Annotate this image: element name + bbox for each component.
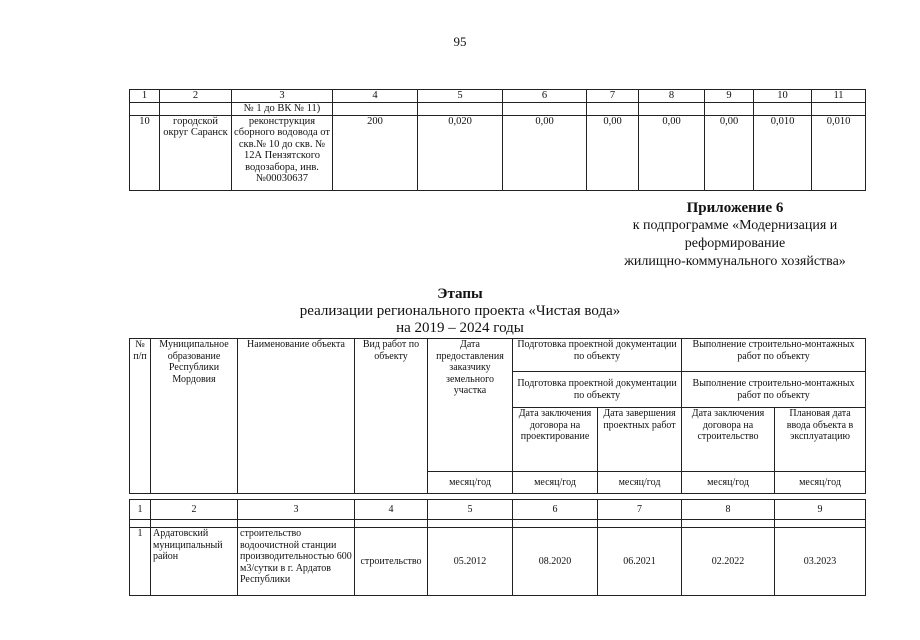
column-number: 8 [639,90,705,103]
value-cell: 0,020 [418,115,503,190]
appendix-block [600,199,870,271]
document-title [0,286,920,337]
header-num: № п/п [130,339,151,494]
build-contract-cell: 02.2022 [682,528,775,596]
title-line: Этапы [437,286,483,302]
column-number: 2 [151,500,238,520]
column-number: 11 [812,90,866,103]
row-number: 1 [130,528,151,596]
header-design-end: Дата завершения проектных работ [598,408,682,472]
header-design: Подготовка проектной документации по объекту [513,372,682,408]
unit-label: месяц/год [428,472,513,494]
header-design-contract: Дата заключения договора на проектирование [513,408,598,472]
column-number: 1 [130,90,160,103]
table-row [130,102,866,115]
design-end-cell: 06.2021 [598,528,682,596]
header-land-date: Дата предоставления заказчику земельного участка [428,339,513,472]
column-number: 9 [775,500,866,520]
column-number: 6 [503,90,587,103]
value-cell: 0,010 [812,115,866,190]
value-cell: 0,00 [639,115,705,190]
object-cell: реконструкция сборного водовода от скв.№ 10 до скв. № 12А Пензятского водозабора, инв. №00030637 [232,115,333,190]
value-cell: 0,00 [503,115,587,190]
value-cell: 0,010 [754,115,812,190]
work-type-cell: строительство [355,528,428,596]
table-header-row [130,90,866,103]
column-number: 10 [754,90,812,103]
column-number: 1 [130,500,151,520]
column-number: 9 [705,90,754,103]
row-number: 10 [130,115,160,190]
header-construction: Выполнение строительно-монтажных работ по объекту [682,339,866,372]
appendix-line: к подпрограмме «Модернизация и [632,218,838,233]
header-work-type: Вид работ по объекту [355,339,428,494]
continuation-table [129,89,866,191]
column-number: 4 [333,90,418,103]
unit-label: месяц/год [682,472,775,494]
commission-cell: 03.2023 [775,528,866,596]
column-number: 3 [232,90,333,103]
column-number: 5 [418,90,503,103]
value-cell: 200 [333,115,418,190]
column-number: 7 [598,500,682,520]
column-number: 6 [513,500,598,520]
unit-label: месяц/год [513,472,598,494]
appendix-line: жилищно-коммунального хозяйства» [624,254,846,269]
unit-label: месяц/год [598,472,682,494]
column-number: 2 [160,90,232,103]
title-line: реализации регионального проекта «Чистая вода» [299,303,621,319]
municipality-cell: Ардатовский муниципальный район [151,528,238,596]
index-row [130,500,866,520]
header-build-contract: Дата заключения договора на строительство [682,408,775,472]
unit-label: месяц/год [775,472,866,494]
design-contract-cell: 08.2020 [513,528,598,596]
title-line: на 2019 – 2024 годы [396,320,524,336]
header-construction: Выполнение строительно-монтажных работ по объекту [682,372,866,408]
header-commission: Плановая дата ввода объекта в эксплуатацию [775,408,866,472]
column-number: 7 [587,90,639,103]
appendix-heading: Приложение 6 [686,200,784,216]
table-row [130,528,866,596]
column-number: 5 [428,500,513,520]
appendix-line: реформирование [684,236,786,251]
column-number: 4 [355,500,428,520]
stages-table [129,338,866,596]
value-cell: 0,00 [705,115,754,190]
table-row [130,115,866,190]
column-number: 3 [238,500,355,520]
column-number: 8 [682,500,775,520]
object-cell: строительство водоочистной станции производительностью 600 м3/сутки в г. Ардатов Республики [238,528,355,596]
header-object: Наименование объекта [238,339,355,494]
municipality-cell: городской округ Саранск [160,115,232,190]
continued-text: № 1 до ВК № 11) [232,102,333,115]
value-cell: 0,00 [587,115,639,190]
header-design: Подготовка проектной документации по объекту [513,339,682,372]
page-number: 95 [453,34,467,49]
header-municipality: Муниципальное образование Республики Мордовия [151,339,238,494]
land-date-cell: 05.2012 [428,528,513,596]
